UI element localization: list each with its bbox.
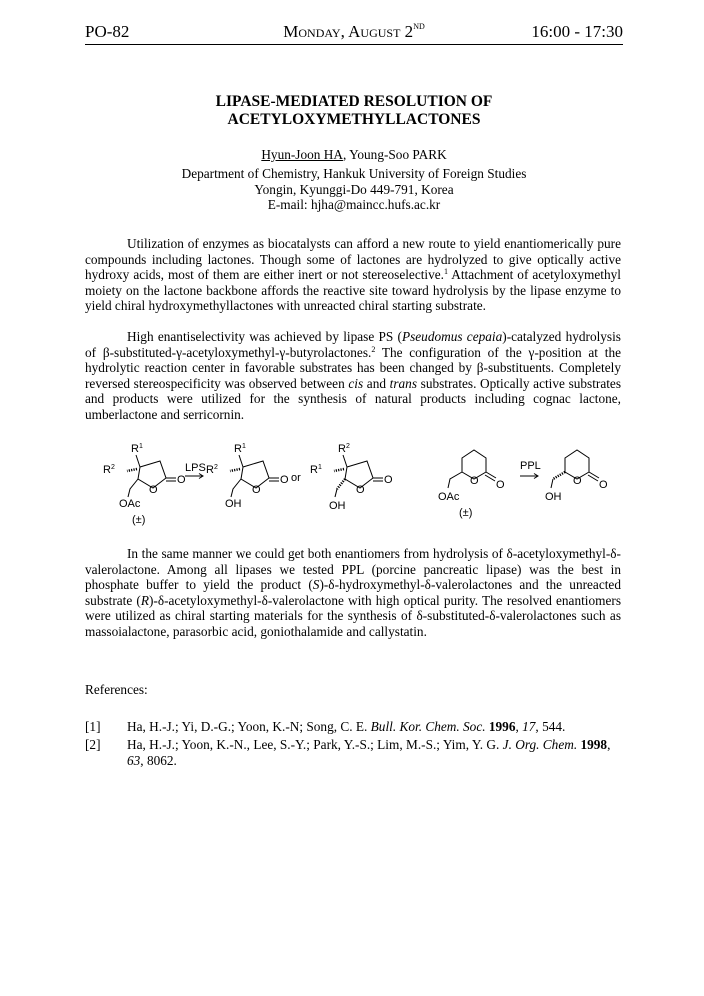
svg-text:O: O: [599, 479, 608, 491]
svg-text:OH: OH: [225, 498, 242, 510]
svg-text:O: O: [496, 479, 505, 491]
text-segment: 1996: [488, 719, 516, 734]
reference-text: [127, 719, 621, 735]
text-segment: )-δ-hydroxymethyl-δ-valerolactones and the unreacted substrate (: [85, 577, 621, 608]
svg-text:OH: OH: [329, 500, 346, 512]
ppl-arrow: [520, 460, 541, 479]
svg-text:OH: OH: [545, 491, 562, 503]
svg-text:R2: $R^2$: [338, 443, 350, 455]
text-segment: R: [140, 592, 149, 608]
text-segment: 17: [522, 719, 536, 734]
text-segment: , 544.: [535, 719, 566, 734]
svg-text:O: O: [573, 475, 582, 487]
date-text: Monday, August 2: [283, 22, 414, 41]
text-segment: Pseudomus cepaia: [401, 329, 503, 344]
reference-number: [1]: [85, 719, 101, 734]
text-segment: trans: [389, 375, 417, 391]
svg-text:R1: $R^1$: [310, 464, 322, 476]
racemic-valerolactone-structure: [438, 450, 505, 519]
text-segment: J. Org. Chem.: [502, 737, 578, 752]
text-segment: , 8062.: [140, 752, 177, 768]
svg-text:O: O: [280, 474, 289, 486]
svg-text:R2: $R^2$: [206, 464, 218, 476]
address: Yongin, Kyunggi-Do 449-791, Korea: [254, 181, 454, 197]
date-suffix: ND: [413, 22, 425, 31]
reference-text: [127, 737, 621, 768]
svg-text:O: O: [252, 484, 261, 496]
or-text: or: [291, 472, 301, 484]
separator: ,: [342, 147, 350, 162]
racemic-butyrolactone-structure: [103, 443, 186, 526]
svg-text:R1: $R^1$: [131, 443, 143, 455]
presenting-author: Hyun-Joon HA: [261, 147, 343, 162]
text-segment: Ha, H.-J.; Yi, D.-G.; Yoon, K.-N; Song, C. E.: [127, 719, 371, 734]
svg-text:R1: $R^1$: [234, 443, 246, 455]
hydroxymethyl-valerolactone-structure: [545, 450, 608, 503]
session-time: 16:00 - 17:30: [531, 22, 623, 41]
text-segment: The configuration of the γ-position at the hydrolytic reaction center in favorable substrates has been changed by β-substituents. Completely reversed stereospecificity was observed between: [85, 344, 622, 391]
text-segment: )-catalyzed hydrolysis of β-substituted-γ-acetyloxymethyl-γ-butyrolactones.: [85, 329, 621, 360]
text-segment: ,: [607, 737, 611, 752]
svg-text:O: O: [356, 484, 365, 496]
svg-text:LPS: LPS: [185, 462, 206, 474]
text-segment: S: [312, 577, 320, 593]
text-segment: 1998: [580, 737, 608, 752]
text-segment: ,: [515, 719, 523, 734]
text-segment: Bull. Kor. Chem. Soc.: [370, 719, 486, 734]
title-line: LIPASE-MEDIATED RESOLUTION OF: [215, 93, 493, 110]
text-segment: )-δ-acetyloxymethyl-δ-valerolactone with high optical purity. The resolved enantiomers were utilized as chiral starting materials for the synthesis of δ-substituted-δ-valerolactones such as massoialactone, parasorbic acid, goniothalamide and callystatin.: [85, 592, 621, 639]
co-author: Young-Soo PARK: [349, 147, 447, 162]
references-heading: References:: [85, 682, 148, 697]
enantiomer-lactone-structure: [310, 443, 393, 512]
hydroxymethyl-lactone-structure: [206, 443, 289, 510]
svg-text:O: O: [149, 484, 158, 496]
text-segment: 1: [444, 267, 448, 277]
poster-code: PO-82: [85, 22, 130, 41]
svg-text:OAc: OAc: [119, 498, 141, 510]
text-segment: 2: [371, 344, 376, 354]
text-segment: Utilization of enzymes as biocatalysts can afford a new route to yield enantiomerically pure compounds including lactones. Though some of lactones are hydrolyzed to give optically active hydroxy acids, most of them are either inert or not stereoselective.: [85, 236, 621, 283]
body-paragraph: [85, 546, 621, 640]
reference-number: [2]: [85, 737, 101, 752]
lps-arrow: [185, 462, 206, 479]
text-segment: In the same manner we could get both enantiomers from hydrolysis of δ-acetyloxymethyl-δ-valerolactone. Among all lipases we tested PPL (porcine pancreatic lipase) was the best in phosphate buffer to yield the product (: [85, 546, 621, 593]
svg-text:(±): (±): [459, 507, 473, 519]
svg-text:R2: $R^2$: [103, 464, 115, 476]
text-segment: and: [363, 375, 390, 391]
reference-item: [85, 719, 621, 735]
text-segment: cis: [348, 375, 364, 391]
email: E-mail: hjha@maincc.hufs.ac.kr: [267, 197, 441, 212]
svg-text:OAc: OAc: [438, 491, 460, 503]
text-segment: Attachment of acetyloxymethyl moiety on the lactone backbone affords the reactive site toward hydrolysis by the lipase enzyme to yield chiral hydroxymethyllactones with unreacted chiral starting substrate.: [85, 267, 621, 314]
text-segment: substrates. Optically active substrates and products were utilized for the synthesis of natural products including cognac lactone, umberlactone and serricornin.: [85, 375, 622, 422]
department: Department of Chemistry, Hankuk University of Foreign Studies: [181, 166, 527, 181]
svg-text:O: O: [384, 474, 393, 486]
svg-text:O: O: [470, 475, 479, 487]
reference-item: [85, 737, 621, 768]
text-segment: Ha, H.-J.; Yoon, K.-N., Lee, S.-Y.; Park, Y.-S.; Lim, M.-S.; Yim, Y. G.: [127, 737, 503, 752]
text-segment: High enantiselectivity was achieved by lipase PS (: [127, 329, 402, 344]
text-segment: 63: [127, 752, 141, 768]
svg-text:PPL: PPL: [520, 460, 541, 472]
svg-text:O: O: [177, 474, 186, 486]
title-line: ACETYLOXYMETHYLLACTONES: [227, 111, 481, 128]
svg-text:(±): (±): [132, 514, 146, 526]
